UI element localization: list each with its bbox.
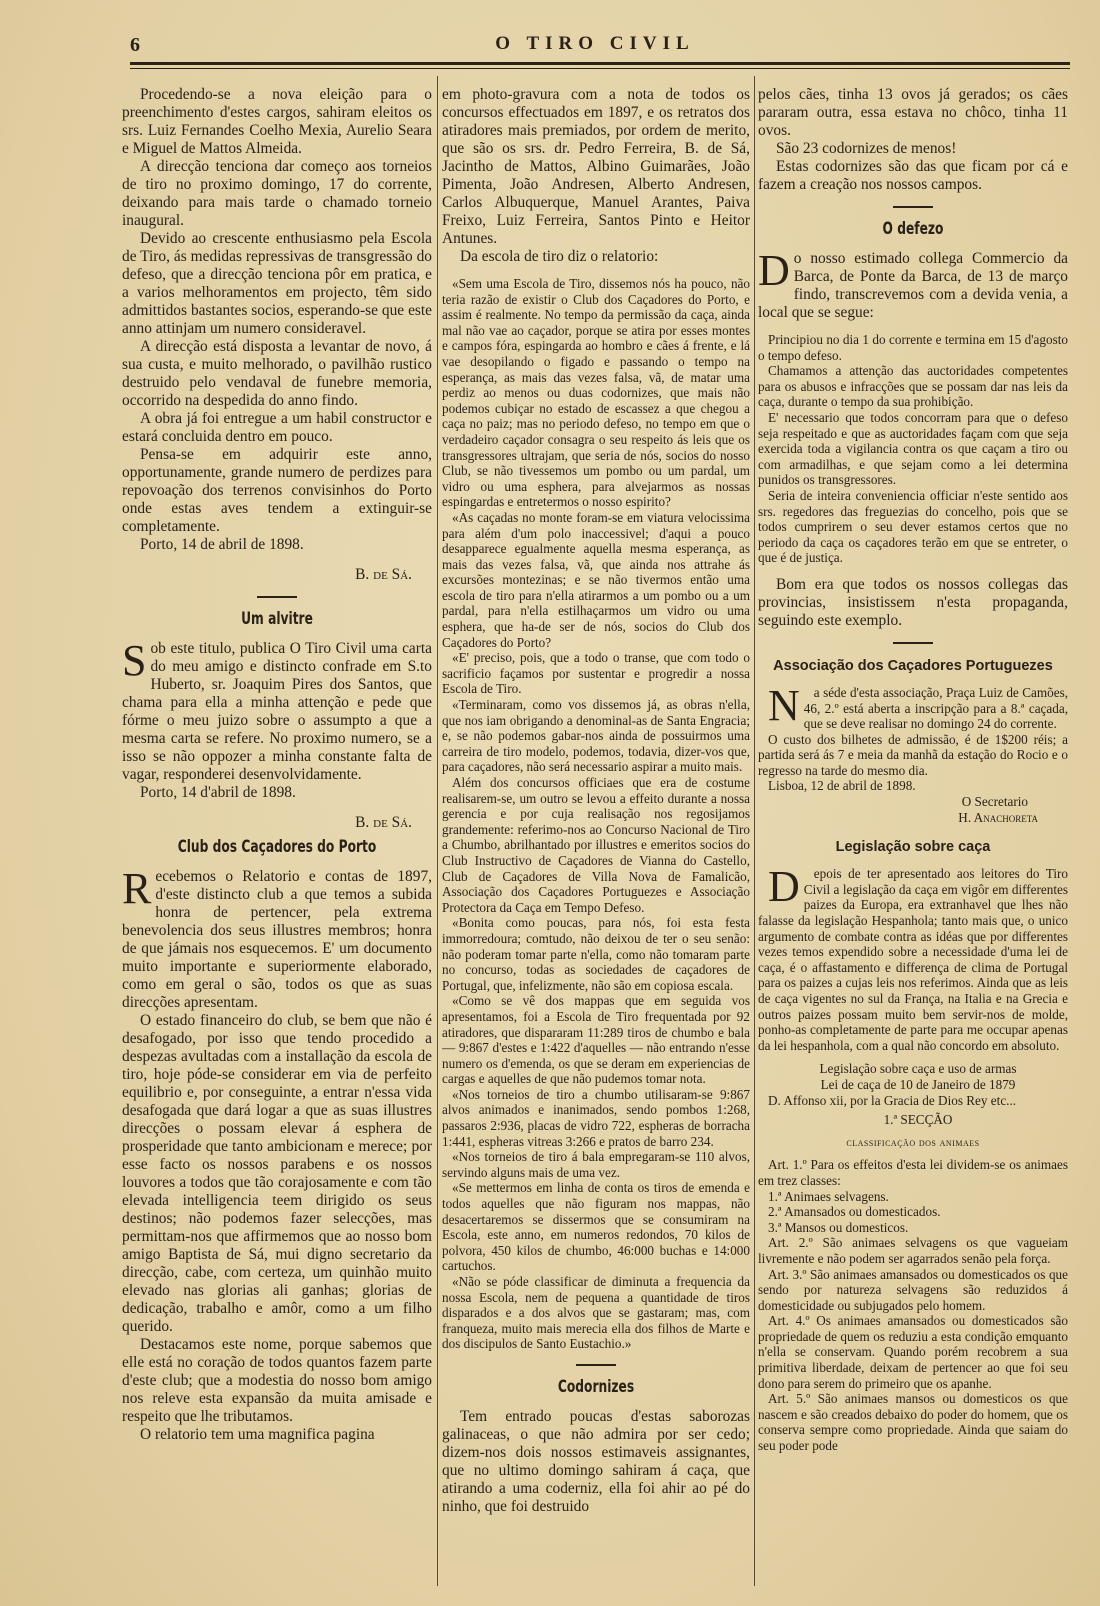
header-rule [130, 62, 1070, 65]
paragraph: Devido ao crescente enthusiasmo pela Escola de Tiro, ás medidas repressivas de transgressão do defeso, que a direcção tenciona pôr em pratica, e a varios melhoramentos em projecto, têm sido admittidos bastantes socios, esperando-se que este anno attinjam um numero consideravel. [122, 230, 432, 337]
paragraph: O relatorio tem uma magnifica pagina [140, 1426, 375, 1443]
law-item: 1.ª Animaes selvagens. [768, 1188, 889, 1204]
section-separator [893, 206, 933, 208]
paragraph: Destacamos este nome, porque sabemos que elle está no coração de todos quantos fazem parte d'este club; que a modestia do nosso bom amigo nos releve esta expansão da muita amisade e respeito que lhe tributamos. [122, 1336, 432, 1425]
masthead-title: O TIRO CIVIL [495, 33, 695, 54]
law-article: Art. 1.º Para os effeitos d'esta lei dividem-se os animaes em trez classes: [758, 1157, 1068, 1188]
quote-paragraph: «Nos torneios de tiro a chumbo utilisaram-se 9:867 alvos animados e inanimados, sendo pombos 1:268, passaros 2:936, placas de vidro 722, espheras de borracha 1:441, espheras vitreas 3:266 e pratos de barro 234. [442, 1086, 750, 1149]
signature-title: O Secretario [961, 794, 1028, 810]
law-date: Lei de caça de 10 de Janeiro de 1879 [820, 1076, 1016, 1092]
paragraph: A direcção tenciona dar começo aos torneios de tiro no proximo domingo, 17 do corrente, deixando para mais tarde o chamado torneio inaugural. [122, 158, 432, 229]
drop-cap: R [122, 864, 152, 913]
article-heading: Codornizes [557, 1376, 635, 1397]
column-divider [754, 76, 755, 1586]
paragraph: Estas codornizes são das que ficam por cá e fazem a creação nos nossos campos. [758, 158, 1068, 193]
quote-paragraph: Além dos concursos officiaes que era de costume realisarem-se, um outro se levou a effeito durante a nossa gerencia e por cuja realisação nos regosijamos grandemente: referimo-nos ao Concurso Nacional de Tiro a Chumbo, abrilhantado por illustres e emeritos socios do Club Instructivo de Caçadores de Vianna do Castello, Club de Caçadores de Villa Nova de Famalicão, Associação dos Caçadores Portuguezes e Associação Protectora da Caça em Tempo Defeso. [442, 775, 750, 915]
signature: H. Anachoreta [958, 809, 1038, 825]
article-lead [122, 636, 432, 784]
signature: B. de Sá. [355, 566, 412, 583]
paragraph-text: epois de ter apresentado aos leitores do Tiro Civil a legislação da caça em vigôr em differentes paizes da Europa, era extranhavel que lhes não falasse da legislação Hespanhola; tanto mais que, o unico argumento de combate contra as idéas que por differentes vezes temos expendido sobre a necessidade d'uma lei de caça, é o affastamento e differença de clima de Portugal para os paizes a cujas leis nos referimos. Ainda que as leis de caça vigentes no sul da França, na Italia e na Grecia e outros paizes possam muito bem servir-nos de molde, ponho-as completamente de parte para me occupar apenas da lei hespanhola, com a qual não concordo em absoluto. [758, 866, 1068, 1053]
section-separator [257, 596, 297, 598]
quote-paragraph: Seria de inteira conveniencia officiar n'este sentido aos srs. regedores das freguezias do concelho, pois que se todos cumprirem o seu dever estamos certos que no periodo da caça os caçadores terão em que se entreter, o que é de justiça. [758, 487, 1068, 566]
paragraph: São 23 codornizes de menos! [776, 140, 957, 157]
column-divider [437, 76, 438, 1586]
quote-paragraph: «As caçadas no monte foram-se em viatura velocissima para além d'um polo inaccessivel; d'aqui a pouco desapparece egualmente aquella mesma esperança, as mais das vezes falsa, vã, que ainda nos attrahe ás excursões montezinas; e se não tivermos então uma escola de tiro para n'ella atirarmos a um pombo ou a um pardal, para n'ella estilhaçarmos um vidro ou uma esphera, que ha-de ser de nós, socios do Club dos Caçadores do Porto? [442, 509, 750, 650]
legislation-article [758, 862, 1068, 1454]
quote-paragraph: Principiou no dia 1 do corrente e termina em 15 d'agosto o tempo defeso. [758, 332, 1068, 363]
association-notice [758, 680, 1068, 825]
drop-cap: N [768, 680, 800, 730]
paragraph: Tem entrado poucas d'estas saborozas galinaceas, o que não admira por ser cedo; dizem-nos dois nossos estimaveis assignantes, que no ultimo domingo sahiram á caça, que atirando a uma coderniz, ella foi ahir ao pé do ninho, que foi destruido [442, 1407, 750, 1515]
dateline: Porto, 14 de abril de 1898. [140, 536, 304, 553]
quote-paragraph: «E' preciso, pois, que a todo o transe, que com todo o sacrificio façamos por sustentar e progredir a nossa Escola de Tiro. [442, 650, 750, 697]
law-item: 3.ª Mansos ou domesticos. [768, 1219, 909, 1235]
quote-paragraph: E' necessario que todos concorram para que o defeso seja respeitado e que as auctoridades façam com que seja exercida toda a vigilancia contra os que caçam a tiro ou com armadilhas, e que sejam como a lei determina punidos os transgressores. [758, 409, 1068, 488]
quoted-report [442, 276, 750, 1352]
column-1 [122, 86, 432, 1588]
paragraph: Da escola de tiro diz o relatorio: [460, 248, 659, 265]
law-subheading: classificação dos animaes [846, 1136, 980, 1149]
paragraph: pelos cães, tinha 13 ovos já gerados; os cães pararam outra, essa estava no chôco, tinha 11 ovos. [758, 86, 1068, 139]
paragraph: em photo-gravura com a nota de todos os concursos effectuados em 1897, e os retratos dos atiradores mais premiados, por ordem de merito, que são os srs. dr. Pedro Ferreira, B. de Sá, Jacintho de Mattos, Albino Guimarães, João Pimenta, João Andresen, Alberto Andresen, Carlos Albuquerque, Manuel Arantes, Paiva Freixo, Luiz Ferreira, Santos Pinto e Heitor Antunes. [442, 86, 750, 247]
column-3 [758, 86, 1068, 1588]
column-2 [442, 86, 750, 1588]
law-article: Art. 4.º Os animaes amansados ou domesticados são propriedade de quem os reduziu a esta condição emquanto n'ella se conservam. Quando porém recobrem a sua primitiva liberdade, deixam de pertencer ao que foi seu dono para serem do primeiro que os apanhe. [758, 1313, 1068, 1391]
paragraph: Pensa-se em adquirir este anno, opportunamente, grande numero de perdizes para repovoação dos terrenos convisinhos do Porto onde estas aves tendem a extinguir-se completamente. [122, 446, 432, 535]
quote-paragraph: «Se mettermos em linha de conta os tiros de emenda e todos aquelles que não figuram nos mappas, não desacertaremos se dissermos que se consumiram na Escola, este anno, em numeros redondos, 70 kilos de polvora, 450 kilos de chumbo, 46:000 buchas e 14:000 cartuchos. [442, 1180, 750, 1274]
drop-cap: D [758, 246, 790, 295]
signature: B. de Sá. [355, 814, 412, 831]
quote-paragraph: Chamamos a attenção das auctoridades competentes para os abusos e infracções que se possam dar nas leis da caça, durante o tempo da sua prohibição. [758, 363, 1068, 410]
article-heading: Club dos Caçadores do Porto [177, 837, 377, 857]
quote-paragraph: «Bonita como poucas, para nós, foi esta festa immorredoura; comtudo, não deixou de ter o seu senão: não poderam tomar parte n'ella, como não tomaram parte no concurso, todas as sociedades de caçadores de Portugal, que, infelizmente, não são em copiosa escala. [442, 915, 750, 993]
section-separator [893, 642, 933, 644]
page-header [120, 30, 1070, 68]
paragraph: O estado financeiro do club, se bem que não é desafogado, por isso que tendo procedido a despezas avultadas com a installação da escola de tiro, hoje póde-se considerar em via de perfeito equilibrio e, por conseguinte, a entrar n'essa vida desafogada que dará logar a que as suas illustres direcções o possam elevar á esphera de prosperidade que tanto ambicionam e merece; por esse facto os nossos parabens e os nossos louvores a todos que tão corajosamente e com tão elevada intelligencia teem dirigido os seus destinos; não podemos fazer selecções, mas permittam-nos que affirmemos que ao nosso bom amigo Baptista de Sá, mui digno secretario da direcção, cabe, com certeza, um quinhão muito elevado nas glorias ali ganhas; glorias de dedicação, trabalho e amôr, como a um filho querido. [122, 1012, 432, 1335]
law-preamble: D. Affonso xii, por la Gracia de Dios Rey etc... [768, 1092, 1017, 1108]
quoted-local [758, 332, 1068, 566]
drop-cap: S [122, 636, 147, 685]
paragraph: O custo dos bilhetes de admissão, é de 1$200 réis; a partida será ás 7 e meia da manhã da estação do Rocio e o regresso na tarde do mesmo dia. [758, 731, 1068, 778]
quote-paragraph: «Como se vê dos mappas que em seguida vos apresentamos, foi a Escola de Tiro frequentada por 92 atiradores, que dispararam 11:289 tiros de chumbo e bala — 9:867 d'estes e 1:422 d'aquelles — não entrando n'esse numero os d'emenda, os que se deram em experiencias de cargas e aquelles de que não pudemos tomar nota. [442, 993, 750, 1087]
dateline: Porto, 14 d'abril de 1898. [140, 784, 296, 801]
article-lead [758, 680, 1068, 732]
law-item: 2.ª Amansados ou domesticados. [768, 1204, 941, 1220]
dateline: Lisboa, 12 de abril de 1898. [768, 778, 916, 794]
article-lead [122, 864, 432, 1012]
quote-paragraph: «Nos torneios de tiro á bala empregaram-se 110 alvos, servindo alguns mais de uma vez. [442, 1149, 750, 1180]
section-separator [576, 1364, 616, 1366]
paragraph: Procedendo-se a nova eleição para o preenchimento d'estes cargos, sahiram eleitos os srs. Luiz Fernandes Coelho Mexia, Aurelio Seara e Miguel de Mattos Almeida. [122, 86, 432, 157]
paragraph-text: ob este titulo, publica O Tiro Civil uma carta do meu amigo e distincto confrade em S.to Huberto, sr. Joaquim Pires dos Santos, que chama para ella a minha attenção e pede que fórme o meu juizo sobre o assumpto a que a mesma carta se refere. No proximo numero, se a isso se não oppozer a minha constante falta de vagar, responderei desenvolvidamente. [122, 640, 432, 783]
paragraph: Bom era que todos os nossos collegas das provincias, insistissem n'esta propaganda, seguindo este exemplo. [758, 575, 1068, 629]
law-article: Art. 5.º São animaes mansos ou domesticos os que nascem e são creados debaixo do poder do homem, que os conserva sempre como propriedade. Ainda que saiam do seu poder pode [758, 1391, 1068, 1454]
law-title: Legislação sobre caça e uso de armas [819, 1061, 1017, 1077]
quote-paragraph: «Terminaram, como vos dissemos já, as obras n'ella, que nos iam obrigando a denominal-as de Santa Engracia; e, se não podemos gabar-nos ainda de possuirmos uma carreira de tiro modelo, podemos, todavia, dizer-vos que, para caçadores, não será necessario aspirar a muito mais. [442, 697, 750, 775]
law-article: Art. 2.º São animaes selvagens os que vagueiam livremente e não podem ser agarrados senão pela força. [758, 1235, 1068, 1266]
article-heading: Associação dos Caçadores Portuguezes [773, 657, 1053, 674]
header-rule-thin [130, 68, 1070, 69]
drop-cap: D [768, 862, 800, 912]
law-article: Art. 3.º São animaes amansados ou domesticados os que sendo por natureza selvagens são reduzidos á domesticidade ou subjugados pelo homem. [758, 1266, 1068, 1313]
paragraph: A direcção está disposta a levantar de novo, á sua custa, e muito melhorado, o pavilhão rustico destruido pelo vendaval de funebre memoria, occorrido na despedida do anno findo. [122, 338, 432, 409]
quote-paragraph: «Sem uma Escola de Tiro, dissemos nós ha pouco, não teria razão de existir o Club dos Caçadores do Porto, e assim é realmente. No tempo da permissão da caça, ainda mal não vae ao caçador, porque se atira por esses montes e campos fóra, espingarda ao hombro e cães á frente, e lá vae desopilando o figado e passando o tempo na esperança, as mais das vezes falsa, vã, de matar uma perdiz ao menos ou duas codornizes, que mais não podemos cubiçar no estado de escassez a que chegou a caça no paiz; mas no periodo defeso, no tempo em que o verdadeiro caçador consagra o seu respeito ás leis que os transgressores ultrajam, que seria de nós, socios do nosso Club, se não tivessemos um pombo ou um pardal, um vidro ou uma esphera, para alvejarmos as nossas espingardas e entretermos o nosso espirito? [442, 276, 750, 510]
article-heading: Um alvitre [241, 609, 313, 629]
paragraph-text: ecebemos o Relatorio e contas de 1897, d'este distincto club a que temos a subida honra de pertencer, pela extrema benevolencia dos seus illustres membros; honra de que jámais nos esquecemos. E' um documento muito importante e superiormente elaborado, como em geral o são, todos os que as suas direcções apresentam. [122, 868, 432, 1011]
quote-paragraph: «Não se póde classificar de diminuta a frequencia da nossa Escola, nem de pequena a quantidade de tiros disparados e a dos alvos que se gastaram; mas, com franqueza, muito mais merecia ella dos filhos de Marte e dos discipulos de Santo Eustachio.» [442, 1274, 750, 1352]
article-lead [758, 246, 1068, 322]
paragraph: A obra já foi entregue a um habil constructor e estará concluida dentro em pouco. [122, 410, 432, 445]
article-lead [758, 862, 1068, 1053]
page-number: 6 [130, 34, 140, 56]
article-heading: Legislação sobre caça [835, 839, 991, 856]
law-section: 1.ª SECÇÃO [883, 1112, 953, 1128]
paragraph-text: a séde d'esta associação, Praça Luiz de Camões, 46, 2.º está aberta a inscripção para a 8.ª caçada, que se deve realisar no domingo 24 do corrente. [803, 684, 1068, 732]
paragraph-text: o nosso estimado collega Commercio da Barca, de Ponte da Barca, de 13 de março findo, transcrevemos com a devida venia, a local que se segue: [758, 250, 1068, 321]
article-heading: O defezo [882, 219, 944, 239]
